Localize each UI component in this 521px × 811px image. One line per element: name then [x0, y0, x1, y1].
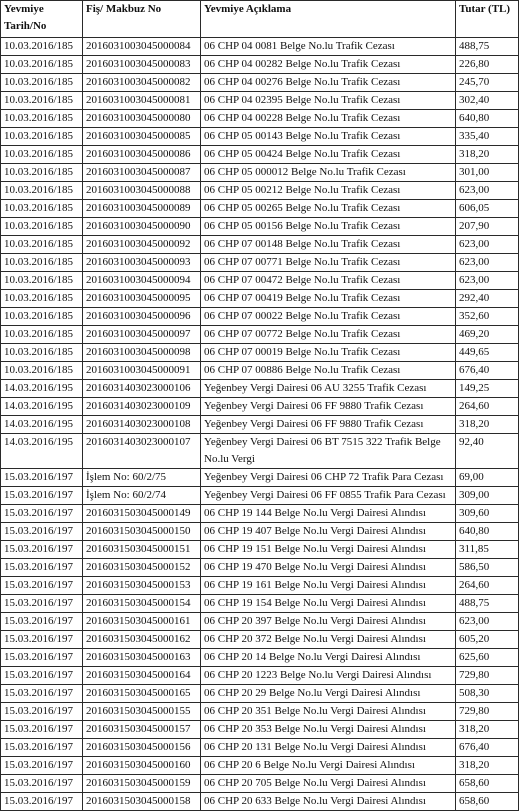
cell-description: 06 CHP 20 705 Belge No.lu Vergi Dairesi Alındısı	[201, 775, 456, 793]
cell-receipt: 2016031003045000097	[83, 326, 201, 344]
cell-receipt: 2016031003045000086	[83, 146, 201, 164]
cell-receipt: 2016031503045000160	[83, 757, 201, 775]
cell-description: 06 CHP 20 633 Belge No.lu Vergi Dairesi Alındısı	[201, 793, 456, 811]
table-row	[1, 434, 519, 469]
cell-description: 06 CHP 20 6 Belge No.lu Vergi Dairesi Alındısı	[201, 757, 456, 775]
cell-date: 14.03.2016/195	[1, 416, 83, 434]
table-row	[1, 721, 519, 739]
cell-amount: 676,40	[456, 739, 519, 757]
cell-description: 06 CHP 05 00143 Belge No.lu Trafik Cezası	[201, 128, 456, 146]
cell-receipt: 2016031003045000091	[83, 362, 201, 380]
cell-receipt: 2016031003045000080	[83, 110, 201, 128]
cell-description: Yeğenbey Vergi Dairesi 06 FF 9880 Trafik Cezası	[201, 398, 456, 416]
cell-date: 14.03.2016/195	[1, 398, 83, 416]
cell-date: 14.03.2016/195	[1, 434, 83, 469]
cell-date: 10.03.2016/185	[1, 200, 83, 218]
cell-date: 10.03.2016/185	[1, 74, 83, 92]
table-row	[1, 757, 519, 775]
cell-receipt: 2016031503045000157	[83, 721, 201, 739]
table-row	[1, 110, 519, 128]
cell-amount: 623,00	[456, 613, 519, 631]
cell-amount: 264,60	[456, 577, 519, 595]
cell-amount: 488,75	[456, 38, 519, 56]
table-row	[1, 290, 519, 308]
cell-date: 10.03.2016/185	[1, 92, 83, 110]
table-row	[1, 416, 519, 434]
cell-description: 06 CHP 04 0081 Belge No.lu Trafik Cezası	[201, 38, 456, 56]
cell-description: 06 CHP 07 00771 Belge No.lu Trafik Cezası	[201, 254, 456, 272]
cell-date: 15.03.2016/197	[1, 793, 83, 811]
cell-date: 15.03.2016/197	[1, 613, 83, 631]
cell-date: 10.03.2016/185	[1, 308, 83, 326]
table-row	[1, 685, 519, 703]
cell-date: 15.03.2016/197	[1, 721, 83, 739]
cell-amount: 352,60	[456, 308, 519, 326]
cell-amount: 623,00	[456, 272, 519, 290]
cell-amount: 625,60	[456, 649, 519, 667]
cell-receipt: 2016031503045000153	[83, 577, 201, 595]
table-row	[1, 775, 519, 793]
cell-amount: 676,40	[456, 362, 519, 380]
cell-receipt: İşlem No: 60/2/75	[83, 469, 201, 487]
cell-description: 06 CHP 05 00156 Belge No.lu Trafik Cezası	[201, 218, 456, 236]
table-row	[1, 487, 519, 505]
cell-description: 06 CHP 05 00265 Belge No.lu Trafik Cezası	[201, 200, 456, 218]
cell-amount: 302,40	[456, 92, 519, 110]
cell-amount: 69,00	[456, 469, 519, 487]
cell-receipt: 2016031503045000165	[83, 685, 201, 703]
cell-description: Yeğenbey Vergi Dairesi 06 FF 9880 Trafik Cezası	[201, 416, 456, 434]
cell-amount: 318,20	[456, 146, 519, 164]
cell-date: 15.03.2016/197	[1, 757, 83, 775]
cell-receipt: 2016031003045000093	[83, 254, 201, 272]
cell-date: 15.03.2016/197	[1, 631, 83, 649]
header-date: Yevmiye Tarih/No	[1, 1, 83, 38]
table-row	[1, 739, 519, 757]
cell-receipt: 2016031003045000098	[83, 344, 201, 362]
cell-receipt: 2016031503045000156	[83, 739, 201, 757]
cell-amount: 318,20	[456, 416, 519, 434]
cell-receipt: 2016031503045000158	[83, 793, 201, 811]
cell-date: 10.03.2016/185	[1, 110, 83, 128]
table-row	[1, 577, 519, 595]
cell-date: 15.03.2016/197	[1, 703, 83, 721]
cell-receipt: 2016031003045000083	[83, 56, 201, 74]
table-row	[1, 398, 519, 416]
cell-description: Yeğenbey Vergi Dairesi 06 AU 3255 Trafik Cezası	[201, 380, 456, 398]
cell-receipt: 2016031503045000152	[83, 559, 201, 577]
header-description: Yevmiye Açıklama	[201, 1, 456, 38]
cell-receipt: 2016031503045000151	[83, 541, 201, 559]
table-row	[1, 667, 519, 685]
cell-description: 06 CHP 07 00419 Belge No.lu Trafik Cezası	[201, 290, 456, 308]
cell-description: 06 CHP 19 470 Belge No.lu Vergi Dairesi Alındısı	[201, 559, 456, 577]
cell-receipt: 2016031003045000096	[83, 308, 201, 326]
cell-date: 15.03.2016/197	[1, 469, 83, 487]
cell-receipt: 2016031503045000161	[83, 613, 201, 631]
cell-date: 15.03.2016/197	[1, 739, 83, 757]
cell-description: 06 CHP 07 00772 Belge No.lu Trafik Cezası	[201, 326, 456, 344]
cell-amount: 658,60	[456, 775, 519, 793]
table-row	[1, 146, 519, 164]
cell-description: Yeğenbey Vergi Dairesi 06 CHP 72 Trafik Para Cezası	[201, 469, 456, 487]
cell-date: 10.03.2016/185	[1, 344, 83, 362]
cell-date: 10.03.2016/185	[1, 290, 83, 308]
cell-receipt: 2016031003045000084	[83, 38, 201, 56]
cell-amount: 469,20	[456, 326, 519, 344]
cell-description: 06 CHP 20 351 Belge No.lu Vergi Dairesi Alındısı	[201, 703, 456, 721]
cell-description: 06 CHP 07 00472 Belge No.lu Trafik Cezası	[201, 272, 456, 290]
cell-receipt: 2016031403023000109	[83, 398, 201, 416]
table-row	[1, 326, 519, 344]
cell-amount: 309,00	[456, 487, 519, 505]
cell-description: 06 CHP 20 29 Belge No.lu Vergi Dairesi Alındısı	[201, 685, 456, 703]
table-row	[1, 182, 519, 200]
cell-description: 06 CHP 04 00276 Belge No.lu Trafik Cezası	[201, 74, 456, 92]
cell-date: 10.03.2016/185	[1, 218, 83, 236]
cell-receipt: 2016031403023000107	[83, 434, 201, 469]
table-row	[1, 649, 519, 667]
cell-date: 10.03.2016/185	[1, 236, 83, 254]
table-row	[1, 380, 519, 398]
cell-description: 06 CHP 04 02395 Belge No.lu Trafik Cezası	[201, 92, 456, 110]
cell-date: 15.03.2016/197	[1, 775, 83, 793]
cell-receipt: 2016031003045000094	[83, 272, 201, 290]
table-row	[1, 793, 519, 811]
cell-receipt: 2016031503045000162	[83, 631, 201, 649]
cell-description: 06 CHP 20 397 Belge No.lu Vergi Dairesi Alındısı	[201, 613, 456, 631]
cell-description: Yeğenbey Vergi Dairesi 06 BT 7515 322 Trafik Belge No.lu Vergi	[201, 434, 456, 469]
cell-amount: 264,60	[456, 398, 519, 416]
cell-description: 06 CHP 20 131 Belge No.lu Vergi Dairesi Alındısı	[201, 739, 456, 757]
cell-description: Yeğenbey Vergi Dairesi 06 FF 0855 Trafik Para Cezası	[201, 487, 456, 505]
cell-date: 15.03.2016/197	[1, 577, 83, 595]
cell-date: 10.03.2016/185	[1, 164, 83, 182]
table-row	[1, 128, 519, 146]
cell-amount: 729,80	[456, 703, 519, 721]
table-row	[1, 74, 519, 92]
cell-receipt: 2016031503045000155	[83, 703, 201, 721]
table-row	[1, 200, 519, 218]
table-row	[1, 272, 519, 290]
table-row	[1, 92, 519, 110]
table-row	[1, 505, 519, 523]
cell-date: 10.03.2016/185	[1, 272, 83, 290]
cell-date: 14.03.2016/195	[1, 380, 83, 398]
cell-amount: 92,40	[456, 434, 519, 469]
cell-receipt: 2016031003045000087	[83, 164, 201, 182]
table-header-row	[1, 1, 519, 38]
table-row	[1, 523, 519, 541]
cell-receipt: 2016031003045000082	[83, 74, 201, 92]
cell-receipt: 2016031503045000149	[83, 505, 201, 523]
cell-amount: 309,60	[456, 505, 519, 523]
table-row	[1, 631, 519, 649]
cell-receipt: 2016031003045000095	[83, 290, 201, 308]
cell-amount: 245,70	[456, 74, 519, 92]
cell-amount: 605,20	[456, 631, 519, 649]
table-row	[1, 541, 519, 559]
cell-amount: 508,30	[456, 685, 519, 703]
cell-amount: 586,50	[456, 559, 519, 577]
cell-amount: 318,20	[456, 721, 519, 739]
cell-receipt: 2016031003045000081	[83, 92, 201, 110]
cell-amount: 640,80	[456, 110, 519, 128]
cell-amount: 640,80	[456, 523, 519, 541]
table-row	[1, 613, 519, 631]
cell-receipt: 2016031403023000106	[83, 380, 201, 398]
cell-description: 06 CHP 19 151 Belge No.lu Vergi Dairesi Alındısı	[201, 541, 456, 559]
cell-date: 10.03.2016/185	[1, 182, 83, 200]
table-row	[1, 344, 519, 362]
cell-date: 15.03.2016/197	[1, 487, 83, 505]
cell-description: 06 CHP 05 00212 Belge No.lu Trafik Cezası	[201, 182, 456, 200]
cell-description: 06 CHP 20 372 Belge No.lu Vergi Dairesi Alındısı	[201, 631, 456, 649]
cell-amount: 226,80	[456, 56, 519, 74]
table-row	[1, 362, 519, 380]
cell-amount: 658,60	[456, 793, 519, 811]
cell-description: 06 CHP 19 144 Belge No.lu Vergi Dairesi Alındısı	[201, 505, 456, 523]
cell-amount: 623,00	[456, 182, 519, 200]
cell-receipt: 2016031003045000090	[83, 218, 201, 236]
table-row	[1, 703, 519, 721]
cell-date: 15.03.2016/197	[1, 685, 83, 703]
cell-receipt: 2016031503045000154	[83, 595, 201, 613]
header-receipt: Fiş/ Makbuz No	[83, 1, 201, 38]
cell-amount: 449,65	[456, 344, 519, 362]
cell-amount: 301,00	[456, 164, 519, 182]
cell-amount: 623,00	[456, 254, 519, 272]
cell-description: 06 CHP 05 00424 Belge No.lu Trafik Cezası	[201, 146, 456, 164]
table-row	[1, 38, 519, 56]
table-row	[1, 56, 519, 74]
cell-amount: 207,90	[456, 218, 519, 236]
cell-receipt: 2016031403023000108	[83, 416, 201, 434]
cell-receipt: 2016031503045000159	[83, 775, 201, 793]
cell-receipt: 2016031003045000092	[83, 236, 201, 254]
cell-date: 10.03.2016/185	[1, 326, 83, 344]
cell-description: 06 CHP 04 00282 Belge No.lu Trafik Cezası	[201, 56, 456, 74]
cell-date: 15.03.2016/197	[1, 541, 83, 559]
table-row	[1, 469, 519, 487]
cell-date: 15.03.2016/197	[1, 523, 83, 541]
cell-amount: 292,40	[456, 290, 519, 308]
cell-description: 06 CHP 19 154 Belge No.lu Vergi Dairesi Alındısı	[201, 595, 456, 613]
table-row	[1, 254, 519, 272]
cell-date: 10.03.2016/185	[1, 146, 83, 164]
cell-description: 06 CHP 05 000012 Belge No.lu Trafik Cezası	[201, 164, 456, 182]
cell-amount: 149,25	[456, 380, 519, 398]
cell-date: 15.03.2016/197	[1, 505, 83, 523]
cell-date: 10.03.2016/185	[1, 56, 83, 74]
cell-date: 10.03.2016/185	[1, 38, 83, 56]
cell-amount: 488,75	[456, 595, 519, 613]
cell-amount: 311,85	[456, 541, 519, 559]
cell-date: 10.03.2016/185	[1, 128, 83, 146]
cell-amount: 318,20	[456, 757, 519, 775]
cell-description: 06 CHP 20 14 Belge No.lu Vergi Dairesi Alındısı	[201, 649, 456, 667]
table-row	[1, 308, 519, 326]
table-row	[1, 236, 519, 254]
cell-description: 06 CHP 07 00886 Belge No.lu Trafik Cezası	[201, 362, 456, 380]
cell-description: 06 CHP 07 00022 Belge No.lu Trafik Cezası	[201, 308, 456, 326]
cell-receipt: 2016031503045000150	[83, 523, 201, 541]
cell-receipt: 2016031003045000089	[83, 200, 201, 218]
cell-description: 06 CHP 19 407 Belge No.lu Vergi Dairesi Alındısı	[201, 523, 456, 541]
table-row	[1, 164, 519, 182]
cell-receipt: İşlem No: 60/2/74	[83, 487, 201, 505]
cell-description: 06 CHP 07 00019 Belge No.lu Trafik Cezası	[201, 344, 456, 362]
cell-date: 15.03.2016/197	[1, 667, 83, 685]
table-row	[1, 595, 519, 613]
cell-date: 10.03.2016/185	[1, 362, 83, 380]
cell-description: 06 CHP 04 00228 Belge No.lu Trafik Cezası	[201, 110, 456, 128]
cell-amount: 335,40	[456, 128, 519, 146]
cell-amount: 606,05	[456, 200, 519, 218]
cell-amount: 729,80	[456, 667, 519, 685]
cell-amount: 623,00	[456, 236, 519, 254]
cell-date: 15.03.2016/197	[1, 595, 83, 613]
cell-description: 06 CHP 20 353 Belge No.lu Vergi Dairesi Alındısı	[201, 721, 456, 739]
cell-receipt: 2016031003045000088	[83, 182, 201, 200]
cell-description: 06 CHP 07 00148 Belge No.lu Trafik Cezası	[201, 236, 456, 254]
cell-date: 15.03.2016/197	[1, 559, 83, 577]
cell-description: 06 CHP 20 1223 Belge No.lu Vergi Dairesi Alındısı	[201, 667, 456, 685]
table-body	[1, 38, 519, 811]
table-row	[1, 218, 519, 236]
table-row	[1, 559, 519, 577]
cell-receipt: 2016031503045000164	[83, 667, 201, 685]
cell-date: 15.03.2016/197	[1, 649, 83, 667]
cell-date: 10.03.2016/185	[1, 254, 83, 272]
cell-receipt: 2016031503045000163	[83, 649, 201, 667]
cell-receipt: 2016031003045000085	[83, 128, 201, 146]
header-amount: Tutar (TL)	[456, 1, 519, 38]
cell-description: 06 CHP 19 161 Belge No.lu Vergi Dairesi Alındısı	[201, 577, 456, 595]
